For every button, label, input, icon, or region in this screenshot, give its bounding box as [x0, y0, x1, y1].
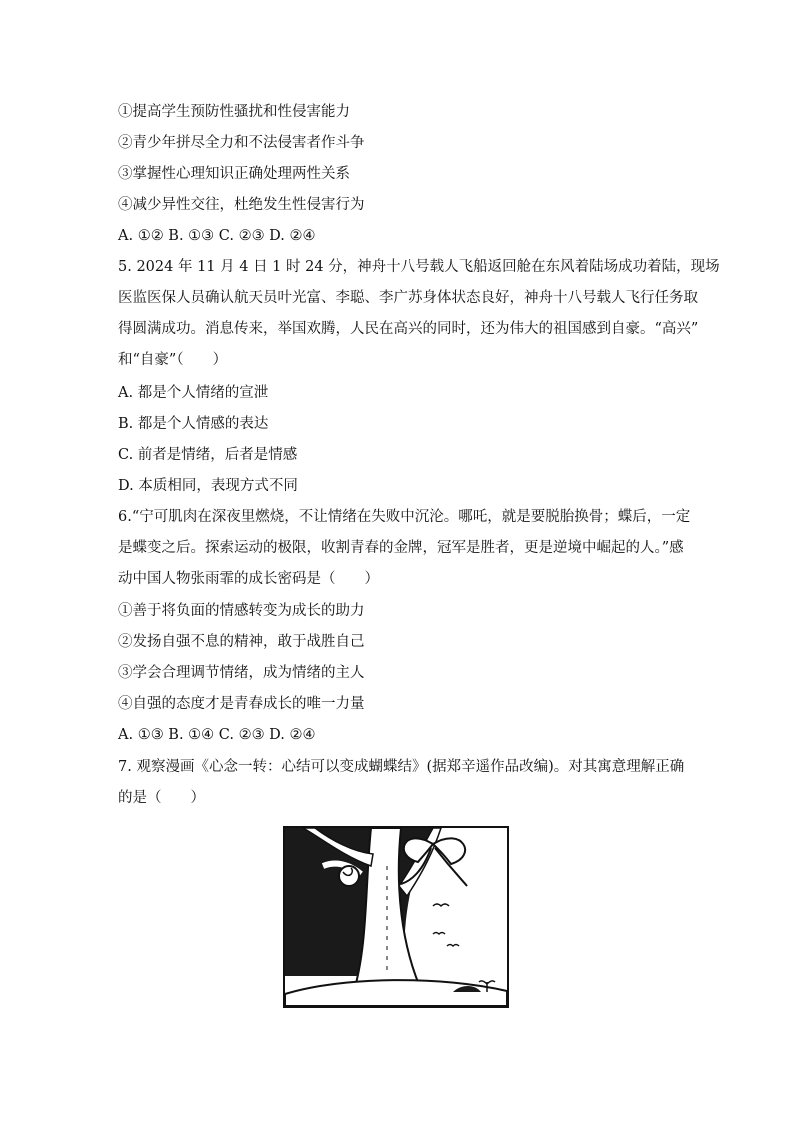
- q4-choices: A. ①② B. ①③ C. ②③ D. ②④: [118, 228, 316, 244]
- q5-stem-line-2: 医监医保人员确认航天员叶光富、李聪、李广苏身体状态良好，神舟十八号载人飞行任务取: [118, 290, 698, 306]
- q6-option-2: ②发扬自强不息的精神，敢于战胜自己: [118, 634, 365, 650]
- q5-stem-line-4: 和“自豪”（ ）: [118, 352, 228, 368]
- q5-stem-line-3: 得圆满成功。消息传来，举国欢腾，人民在高兴的同时，还为伟大的祖国感到自豪。“高兴”: [118, 321, 699, 337]
- q6-option-3: ③学会合理调节情绪，成为情绪的主人: [118, 665, 365, 681]
- q4-option-4: ④减少异性交往，杜绝发生性侵害行为: [118, 197, 365, 213]
- q4-option-2: ②青少年拼尽全力和不法侵害者作斗争: [118, 135, 365, 151]
- q5-stem-line-1: 5. 2024 年 11 月 4 日 1 时 24 分，神舟十八号载人飞船返回舱在东风着陆场成功着陆，现场: [118, 259, 720, 275]
- q4-option-3: ③掌握性心理知识正确处理两性关系: [118, 166, 350, 182]
- q6-choices: A. ①③ B. ①④ C. ②③ D. ②④: [118, 727, 316, 743]
- q6-stem-line-2: 是蝶变之后。探索运动的极限，收割青春的金牌，冠军是胜者，更是逆境中崛起的人。”感: [118, 540, 684, 556]
- q5-option-a: A. 都是个人情绪的宣泄: [118, 385, 269, 401]
- q5-option-b: B. 都是个人情感的表达: [118, 416, 269, 432]
- q6-option-4: ④自强的态度才是青春成长的唯一力量: [118, 696, 365, 712]
- q5-option-d: D. 本质相同，表现方式不同: [118, 478, 298, 494]
- q7-stem-line-1: 7. 观察漫画《心念一转：心结可以变成蝴蝶结》(据郑辛遥作品改编)。对其寓意理解正确: [118, 759, 685, 775]
- q7-stem-line-2: 的是（ ）: [118, 790, 205, 806]
- cartoon-illustration: [283, 826, 509, 1008]
- q6-option-1: ①善于将负面的情感转变为成长的助力: [118, 603, 365, 619]
- q6-stem-line-3: 动中国人物张雨霏的成长密码是（ ）: [118, 571, 379, 587]
- q4-option-1: ①提高学生预防性骚扰和性侵害能力: [118, 104, 350, 120]
- q5-option-c: C. 前者是情绪，后者是情感: [118, 447, 298, 463]
- q6-stem-line-1: 6.“宁可肌肉在深夜里燃烧，不让情绪在失败中沉沦。哪吒，就是要脱胎换骨；蝶后，一定: [118, 509, 691, 525]
